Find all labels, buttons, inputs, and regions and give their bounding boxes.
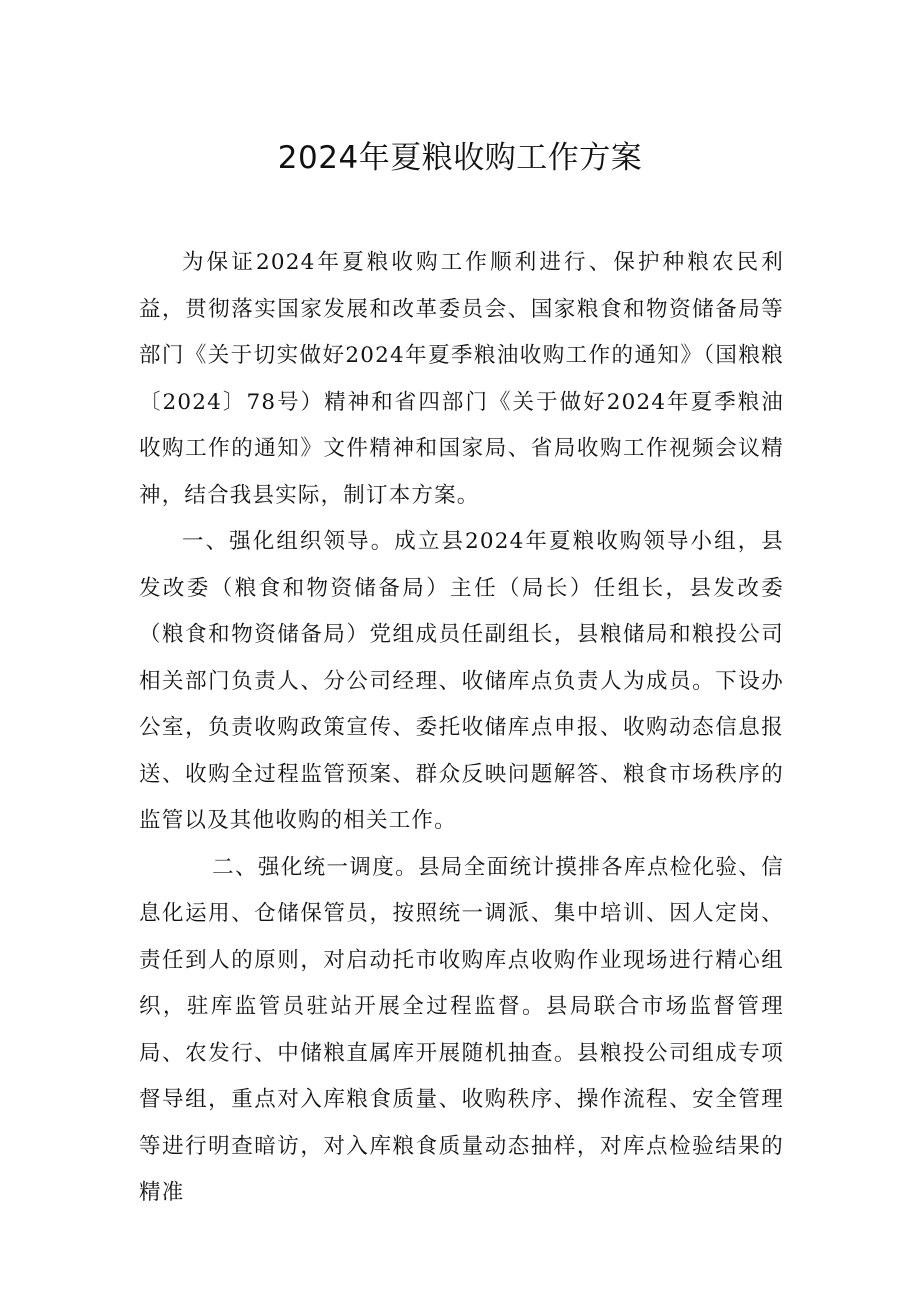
paragraph-organization-leadership: 一、强化组织领导。成立县2024年夏粮收购领导小组，县发改委（粮食和物资储备局）主任（局长）任组长，县发改委（粮食和物资储备局）党组成员任副组长，县粮储局和粮投公司相关部门负责人、分公司经理、收储库点负责人为成员。下设办公室，负责收购政策宣传、委托收储库点申报、收购动态信息报送、收购全过程监管预案、群众反映问题解答、粮食市场秩序的监管以及其他收购的相关工作。 xyxy=(139,529,784,833)
paragraph-intro: 为保证2024年夏粮收购工作顺利进行、保护种粮农民利益，贯彻落实国家发展和改革委员会、国家粮食和物资储备局等部门《关于切实做好2024年夏季粮油收购工作的通知》（国粮粮〔2024〕78号）精神和省四部门《关于做好2024年夏季粮油收购工作的通知》文件精神和国家局、省局收购工作视频会议精神，结合我县实际，制订本方案。 xyxy=(139,250,784,508)
paragraph-unified-dispatch: 二、强化统一调度。县局全面统计摸排各库点检化验、信息化运用、仓储保管员，按照统一调派、集中培训、因人定岗、责任到人的原则，对启动托市收购库点收购作业现场进行精心组织，驻库监管员驻站开展全过程监督。县局联合市场监督管理局、农发行、中储粮直属库开展随机抽查。县粮投公司组成专项督导组，重点对入库粮食质量、收购秩序、操作流程、安全管理等进行明查暗访，对入库粮食质量动态抽样，对库点检验结果的精准 xyxy=(139,854,784,1205)
document-body xyxy=(139,240,784,1217)
document-title: 2024年夏粮收购工作方案 xyxy=(277,140,643,176)
